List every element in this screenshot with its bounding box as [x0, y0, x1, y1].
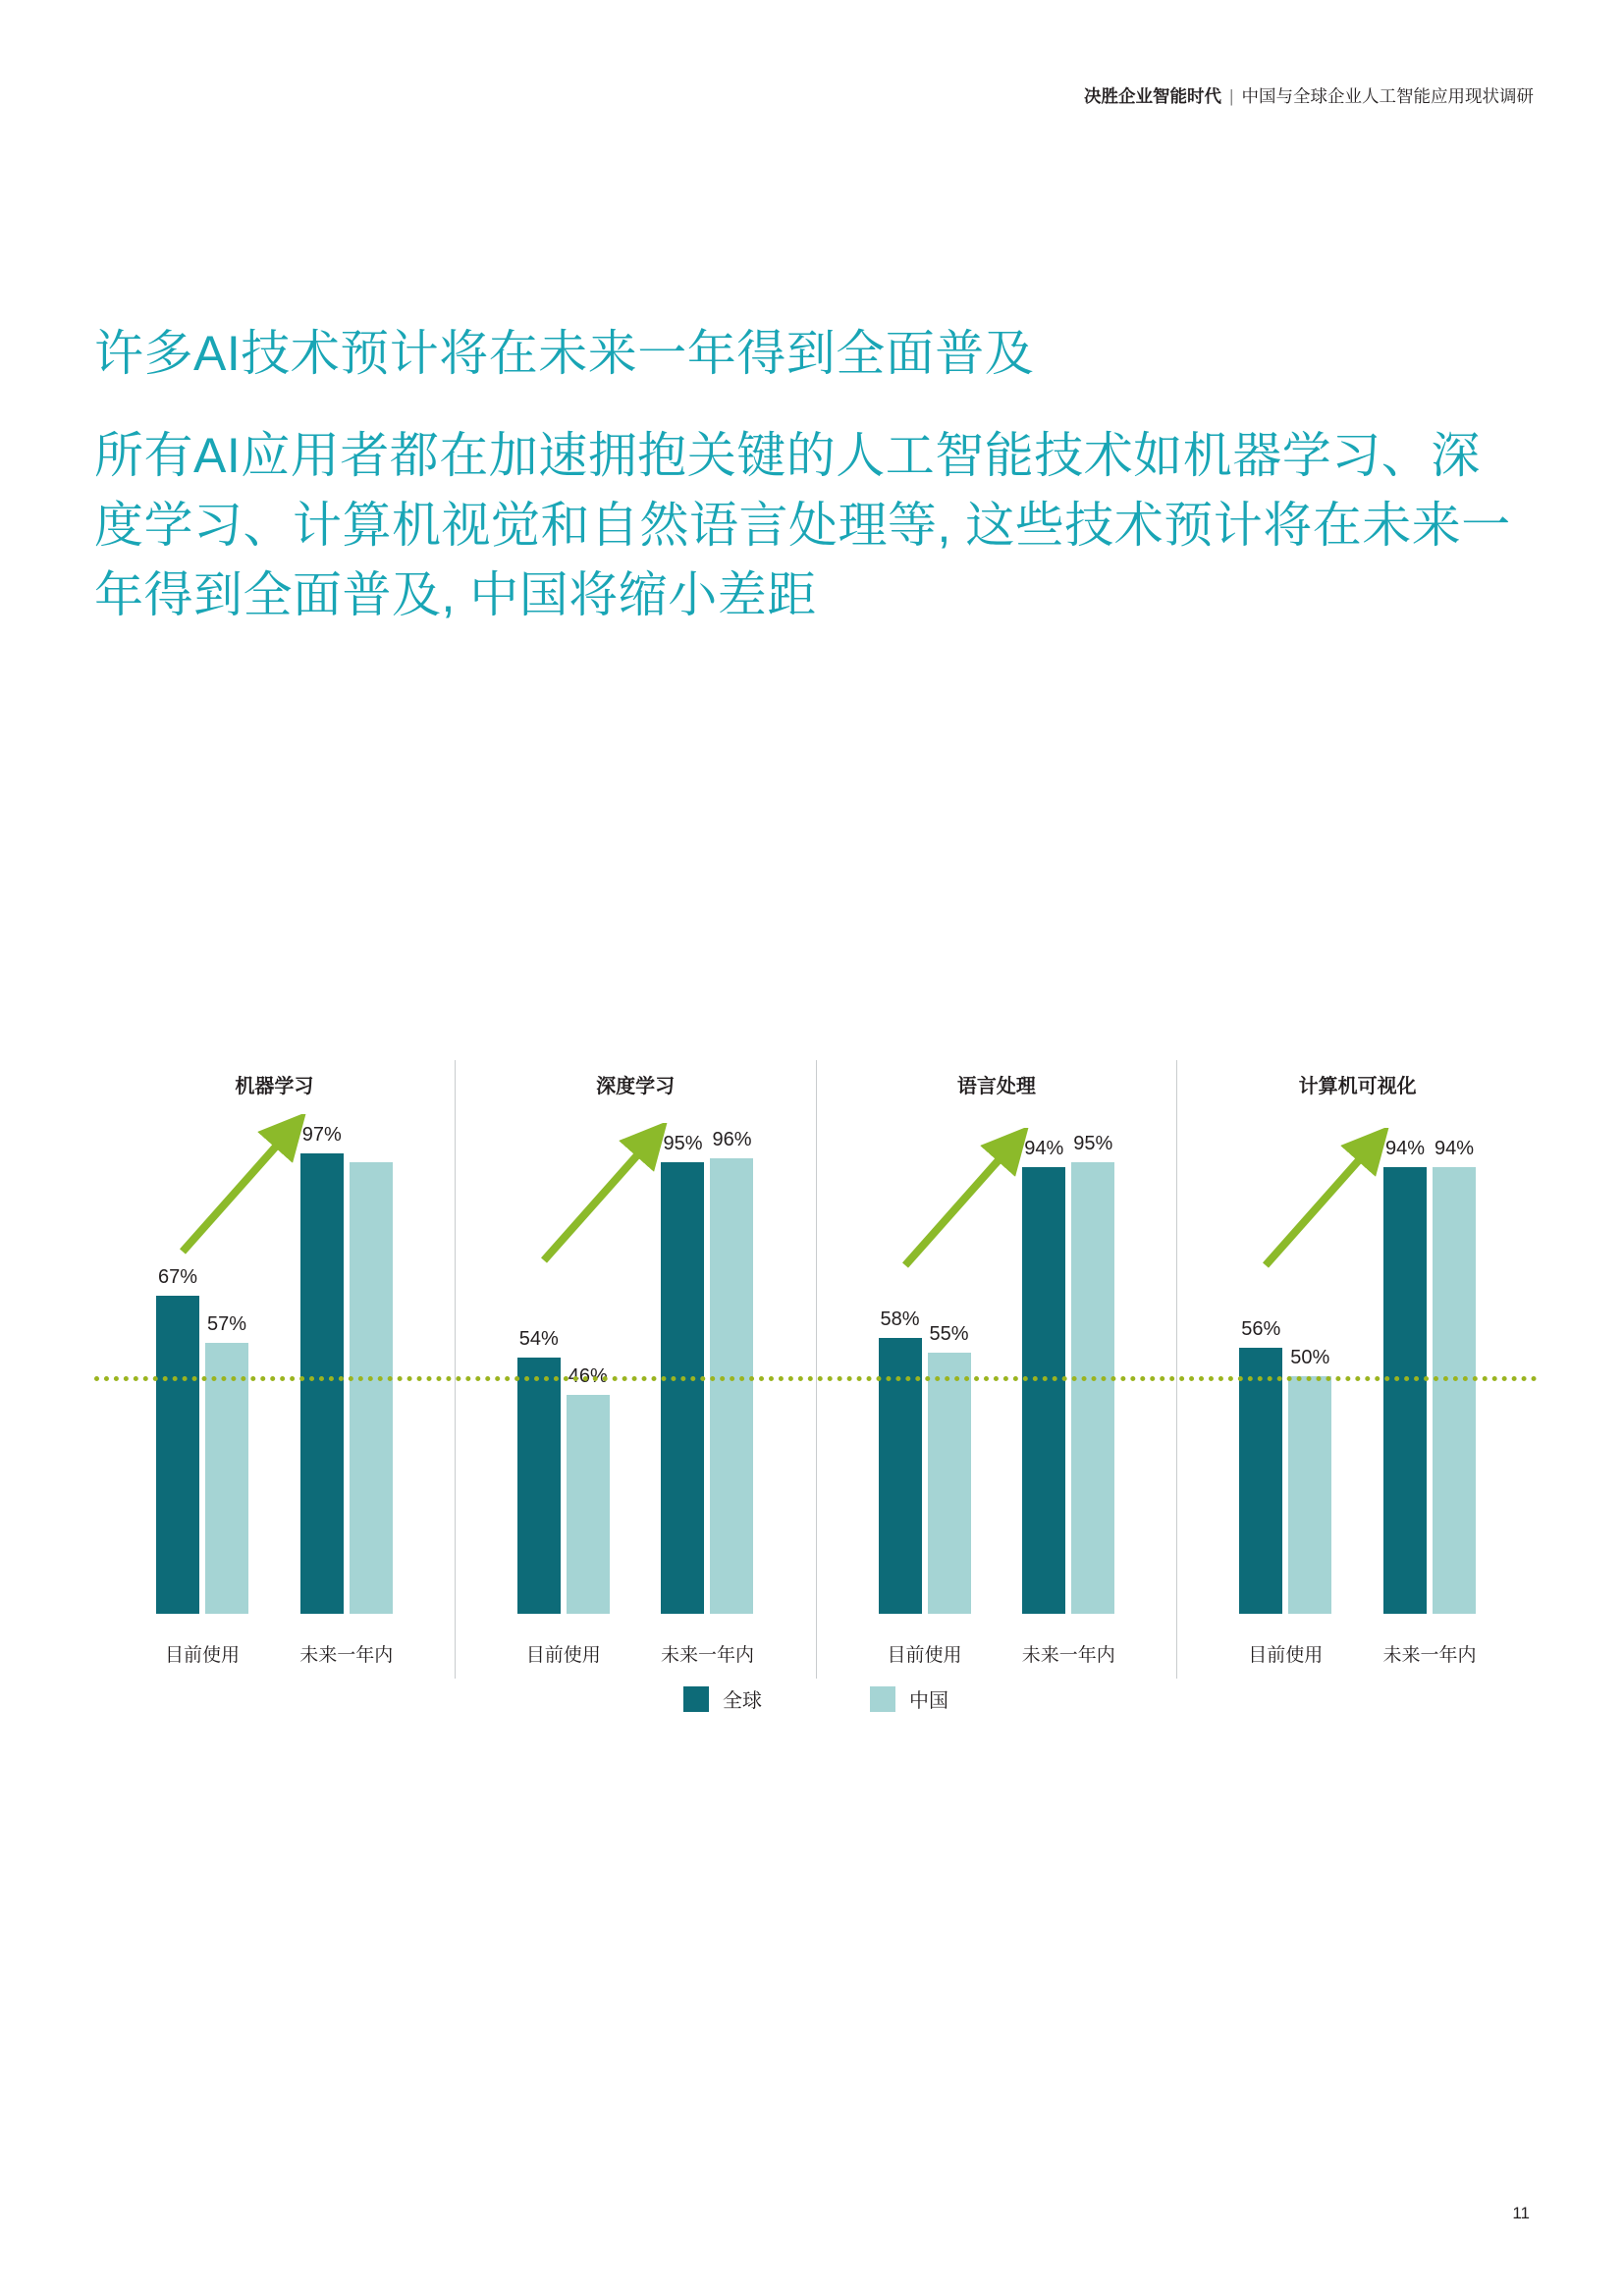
- page-title: 许多AI技术预计将在未来一年得到全面普及: [94, 326, 1035, 381]
- bar-china: [1288, 1347, 1331, 1614]
- chart-panel: [816, 1060, 1177, 1679]
- chart-panels: [94, 1060, 1538, 1679]
- header-subtitle: 中国与全球企业人工智能应用现状调研: [1241, 86, 1534, 106]
- bar-value-label: 57%: [207, 1313, 247, 1336]
- legend-item: [683, 1684, 762, 1713]
- panel-plot: [94, 1115, 455, 1666]
- bar-china: [1071, 1133, 1114, 1614]
- panel-title: 语言处理: [956, 1076, 1036, 1097]
- panel-title: 深度学习: [596, 1076, 676, 1097]
- bar-global: [517, 1327, 561, 1614]
- chart-panel: [1176, 1060, 1538, 1679]
- bar-value-label: 50%: [1290, 1347, 1330, 1369]
- header-brand: 决胜企业智能时代: [1083, 86, 1221, 106]
- bar-china: [567, 1365, 610, 1614]
- bar-value-label: 95%: [1073, 1133, 1113, 1155]
- page-header: [1084, 86, 1534, 107]
- panel-plot: [817, 1115, 1177, 1666]
- legend-label: 全球: [723, 1690, 762, 1712]
- header-separator: |: [1228, 86, 1234, 106]
- legend-swatch-global: [683, 1686, 709, 1712]
- bar-global: [300, 1123, 344, 1614]
- bar-fill: [1288, 1376, 1331, 1614]
- group-label: 未来一年内: [299, 1645, 394, 1666]
- panel-title: 计算机可视化: [1298, 1076, 1417, 1097]
- bar-fill: [1071, 1162, 1114, 1614]
- bar-china: [1433, 1138, 1476, 1614]
- bar-value-label: 94%: [1434, 1138, 1474, 1160]
- bar-global: [1022, 1138, 1065, 1614]
- group-label: 未来一年内: [1021, 1645, 1115, 1666]
- chart: [94, 1060, 1538, 1728]
- bar-fill: [300, 1153, 344, 1614]
- panel-plot: [456, 1115, 816, 1666]
- bar-fill: [661, 1162, 704, 1614]
- bar-global: [661, 1133, 704, 1614]
- bar-fill: [517, 1358, 561, 1614]
- bar-china: [710, 1128, 753, 1614]
- bar-china: [205, 1313, 248, 1614]
- group-label: 未来一年内: [660, 1645, 754, 1666]
- bar-fill: [567, 1395, 610, 1614]
- page-subtitle: 所有AI应用者都在加速拥抱关键的人工智能技术如机器学习、深度学习、计算机视觉和自然语言处理等, 这些技术预计将在未来一年得到全面普及, 中国将缩小差距: [94, 428, 1511, 622]
- bar-global: [1383, 1138, 1427, 1614]
- legend-item: [870, 1684, 948, 1713]
- panel-plot: [1177, 1115, 1538, 1666]
- bar-fill: [1022, 1167, 1065, 1614]
- legend-label: 中国: [909, 1690, 948, 1712]
- chart-legend: [94, 1684, 1538, 1713]
- bar-china: [928, 1322, 971, 1614]
- bar-fill: [156, 1296, 199, 1614]
- bar-value-label: 54%: [518, 1327, 559, 1350]
- bar-china: [350, 1162, 393, 1614]
- bar-value-label: 94%: [1384, 1138, 1425, 1160]
- group-label: 目前使用: [887, 1645, 962, 1666]
- group-label: 目前使用: [1248, 1645, 1324, 1666]
- bar-value-label: 95%: [663, 1133, 703, 1155]
- bar-fill: [350, 1162, 393, 1614]
- bar-global: [156, 1265, 199, 1614]
- bar-fill: [1433, 1167, 1476, 1614]
- reference-line: [94, 1376, 1538, 1381]
- bar-value-label: 94%: [1024, 1138, 1064, 1160]
- chart-panel: [455, 1060, 816, 1679]
- bar-value-label: 55%: [929, 1322, 969, 1345]
- bar-value-label: 97%: [301, 1123, 342, 1146]
- chart-panel: [94, 1060, 455, 1679]
- bar-fill: [1239, 1348, 1282, 1614]
- bar-global: [1239, 1318, 1282, 1614]
- bar-value-label: 46%: [568, 1365, 608, 1388]
- page-number: 11: [1512, 2204, 1530, 2222]
- bar-value-label: 56%: [1241, 1318, 1281, 1341]
- bar-fill: [928, 1353, 971, 1614]
- group-label: 未来一年内: [1382, 1645, 1477, 1666]
- bar-value-label: 96%: [712, 1128, 752, 1150]
- group-label: 目前使用: [525, 1645, 601, 1666]
- bar-fill: [1383, 1167, 1427, 1614]
- headline-block: [94, 324, 1557, 630]
- bar-value-label: 67%: [158, 1265, 198, 1288]
- panel-title: 机器学习: [235, 1076, 314, 1097]
- bar-fill: [710, 1158, 753, 1614]
- bar-fill: [205, 1343, 248, 1614]
- bar-value-label: 58%: [880, 1308, 920, 1331]
- group-label: 目前使用: [165, 1645, 241, 1666]
- legend-swatch-china: [870, 1686, 895, 1712]
